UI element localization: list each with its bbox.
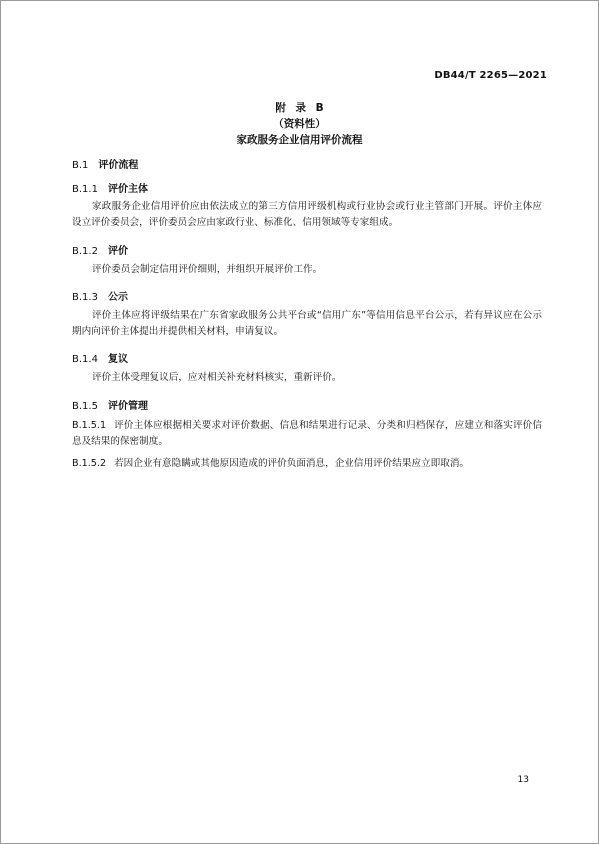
clause-text: 评价主体应根据相关要求对评价数据、信息和结果进行记录、分类和归档保存，应建立和落实评价信息及结果的保密制度。 — [72, 420, 542, 447]
section-b12-text: 评价委员会制定信用评价细则，并组织开展评价工作。 — [92, 264, 323, 275]
section-title: 评价管理 — [107, 401, 148, 412]
section-number: B.1.1 — [72, 184, 98, 195]
section-b13-text: 评价主体应将评级结果在广东省家政服务公共平台或“信用广东”等信用信息平台公示，若有异议应在公示期内向评价主体提出并提供相关材料，申请复议。 — [72, 310, 542, 337]
section-heading-b1 — [72, 156, 138, 171]
section-number: B.1 — [72, 160, 89, 171]
clause-number: B.1.5.1 — [72, 420, 107, 431]
standard-number: DB44/T 2265—2021 — [434, 70, 547, 81]
section-heading-b15 — [72, 397, 148, 412]
section-title: 评价流程 — [98, 160, 139, 171]
section-number: B.1.5 — [72, 401, 98, 412]
section-title: 评价主体 — [107, 184, 148, 195]
appendix-type: （资料性） — [273, 118, 326, 130]
section-b14-text: 评价主体受理复议后，应对相关补充材料核实，重新评价。 — [92, 372, 342, 383]
section-number: B.1.4 — [72, 354, 98, 365]
section-number: B.1.2 — [72, 246, 98, 257]
section-number: B.1.3 — [72, 292, 98, 303]
section-title: 复议 — [107, 354, 128, 365]
section-heading-b14 — [72, 350, 128, 365]
section-heading-b11 — [72, 180, 148, 195]
appendix-label: 附 录 B — [275, 102, 324, 114]
appendix-title: 家政服务企业信用评价流程 — [236, 134, 363, 146]
page-number: 13 — [517, 775, 529, 785]
clause-number: B.1.5.2 — [72, 458, 107, 469]
section-heading-b13 — [72, 288, 128, 303]
section-title: 评价 — [107, 246, 128, 257]
section-b152-text — [72, 456, 542, 472]
section-title: 公示 — [107, 292, 128, 303]
section-b11-text: 家政服务企业信用评价应由依法成立的第三方信用评级机构或行业协会或行业主管部门开展。评价主体应设立评价委员会，评价委员会应由家政行业、标准化、信用领域等专家组成。 — [72, 201, 542, 228]
section-b151-text — [72, 418, 542, 450]
section-heading-b12 — [72, 242, 128, 257]
clause-text: 若因企业有意隐瞒或其他原因造成的评价负面消息，企业信用评价结果应立即取消。 — [114, 458, 470, 469]
